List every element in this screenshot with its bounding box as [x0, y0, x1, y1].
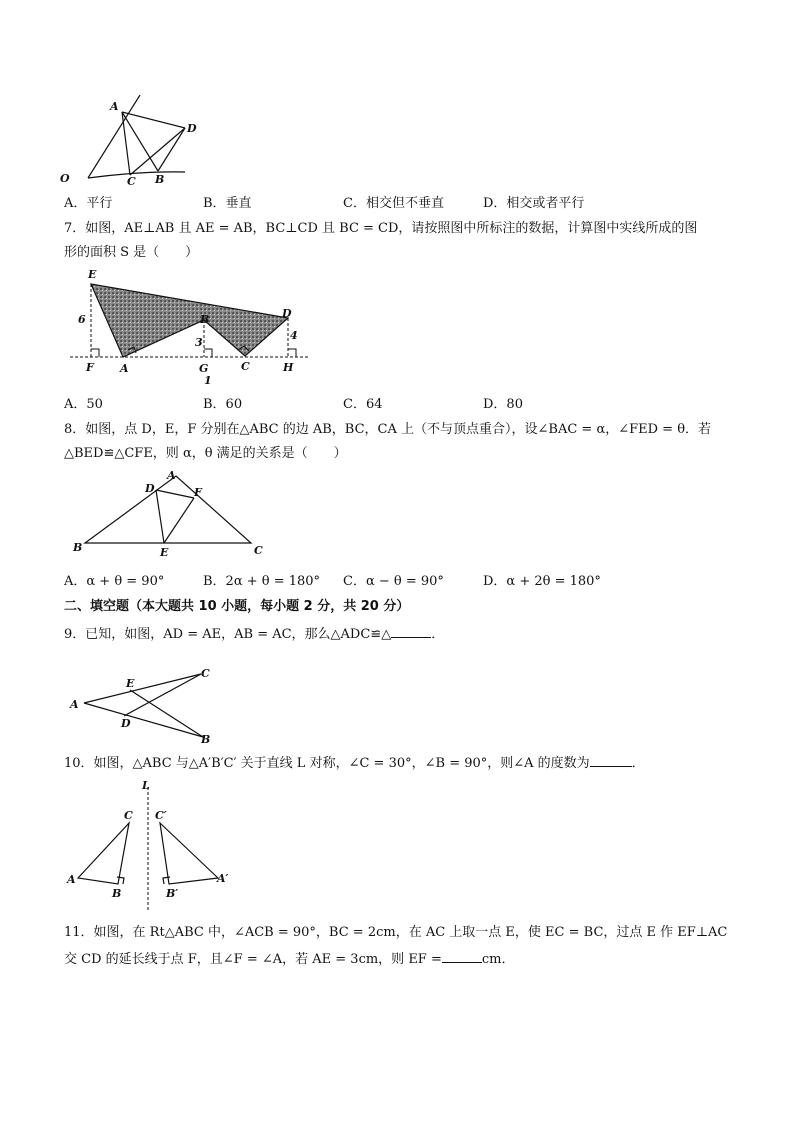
q7-question-line1: 7．如图，AE⊥AB 且 AE = AB，BC⊥CD 且 BC = CD，请按照图中所标注的数据，计算图中实线所成的图	[64, 221, 698, 236]
q11-question-line1: 11．如图，在 Rt△ABC 中，∠ACB = 90°，BC = 2cm，在 AC 上取一点 E，使 EC = BC，过点 E 作 EF⊥AC	[64, 925, 728, 940]
q7-label-d: D	[282, 307, 292, 320]
q9-label-a: A	[70, 698, 79, 711]
q8-option-a: A．α + θ = 90°	[64, 574, 165, 589]
q6-label-a: A	[110, 100, 119, 113]
q8-label-b: B	[73, 541, 83, 554]
q6-option-b: B．垂直	[203, 196, 252, 211]
q7-option-a: A．50	[64, 397, 103, 412]
q6-label-o: O	[60, 172, 70, 185]
q10-figure	[62, 775, 242, 915]
section-header-fill-in: 二、填空题（本大题共 10 小题，每小题 2 分，共 20 分）	[64, 599, 410, 614]
q6-option-d: D．相交或者平行	[483, 196, 585, 211]
q7-label-c: C	[241, 360, 250, 373]
q7-label-e: E	[88, 268, 97, 281]
q6-label-d: D	[187, 122, 197, 135]
q9-question	[64, 623, 444, 644]
q9-answer-blank	[391, 623, 431, 638]
q11-answer-blank	[442, 948, 482, 963]
q9-figure	[68, 663, 218, 745]
q8-figure	[68, 466, 273, 561]
q7-label-h: H	[283, 361, 294, 374]
q8-label-c: C	[254, 544, 263, 557]
q6-label-b: B	[155, 173, 165, 186]
q7-label-a: A	[120, 362, 129, 375]
q6-figure	[60, 95, 240, 190]
q9-label-e: E	[126, 677, 135, 690]
q10-label-a: A	[67, 873, 76, 886]
q10-question-end: ．	[631, 756, 645, 771]
q8-label-a: A	[167, 469, 176, 482]
q10-answer-blank	[590, 752, 632, 767]
q8-question-line2: △BED≌△CFE，则 α，θ 满足的关系是（ ）	[64, 446, 347, 461]
q8-label-d: D	[145, 482, 155, 495]
q11-question-line2	[64, 948, 514, 969]
q10-question-text: 10．如图，△ABC 与△A′B′C′ 关于直线 L 对称，∠C = 30°，∠B = 90°，则∠A 的度数为	[64, 756, 590, 771]
q10-label-c-prime: C′	[155, 809, 167, 822]
q10-label-b: B	[112, 887, 122, 900]
q7-option-b: B．60	[203, 397, 243, 412]
q11-question-text: 交 CD 的延长线于点 F，且∠F = ∠A，若 AE = 3cm，则 EF =	[64, 952, 442, 967]
q8-question-line1: 8．如图，点 D，E，F 分别在△ABC 的边 AB，BC，CA 上（不与顶点重合），设∠BAC = α，∠FED = θ．若	[64, 422, 712, 437]
q8-option-c: C．α − θ = 90°	[343, 574, 444, 589]
q7-label-g: G	[199, 362, 209, 375]
q10-label-c: C	[124, 809, 133, 822]
q7-label-f: F	[86, 361, 94, 374]
q11-question-end: cm．	[481, 952, 515, 967]
q8-option-b: B．2α + θ = 180°	[203, 574, 321, 589]
q9-question-text: 9．已知，如图，AD = AE，AB = AC，那么△ADC≌△	[64, 627, 392, 642]
q10-label-b-prime: B′	[166, 887, 179, 900]
q7-number-3: 3	[195, 336, 203, 349]
q10-question	[64, 752, 645, 773]
q7-number-6: 6	[78, 313, 86, 326]
q7-option-d: D．80	[483, 397, 523, 412]
q9-label-b: B	[201, 733, 211, 745]
q7-number-1: 1	[204, 374, 212, 387]
q9-label-c: C	[201, 667, 210, 680]
q8-label-e: E	[160, 546, 169, 559]
q7-figure	[68, 268, 313, 388]
q9-label-d: D	[121, 717, 131, 730]
q6-label-c: C	[127, 175, 136, 188]
q9-question-end: ．	[431, 627, 445, 642]
q10-label-l: L	[142, 779, 150, 792]
q8-option-d: D．α + 2θ = 180°	[483, 574, 601, 589]
q7-label-b: B	[200, 313, 210, 326]
q7-option-c: C．64	[343, 397, 383, 412]
q7-number-4: 4	[290, 329, 298, 342]
q10-label-a-prime: A′	[217, 872, 229, 885]
q7-question-line2: 形的面积 S 是（ ）	[64, 245, 199, 260]
q8-label-f: F	[194, 486, 202, 499]
q6-option-c: C．相交但不垂直	[343, 196, 444, 211]
q6-option-a: A．平行	[64, 196, 113, 211]
